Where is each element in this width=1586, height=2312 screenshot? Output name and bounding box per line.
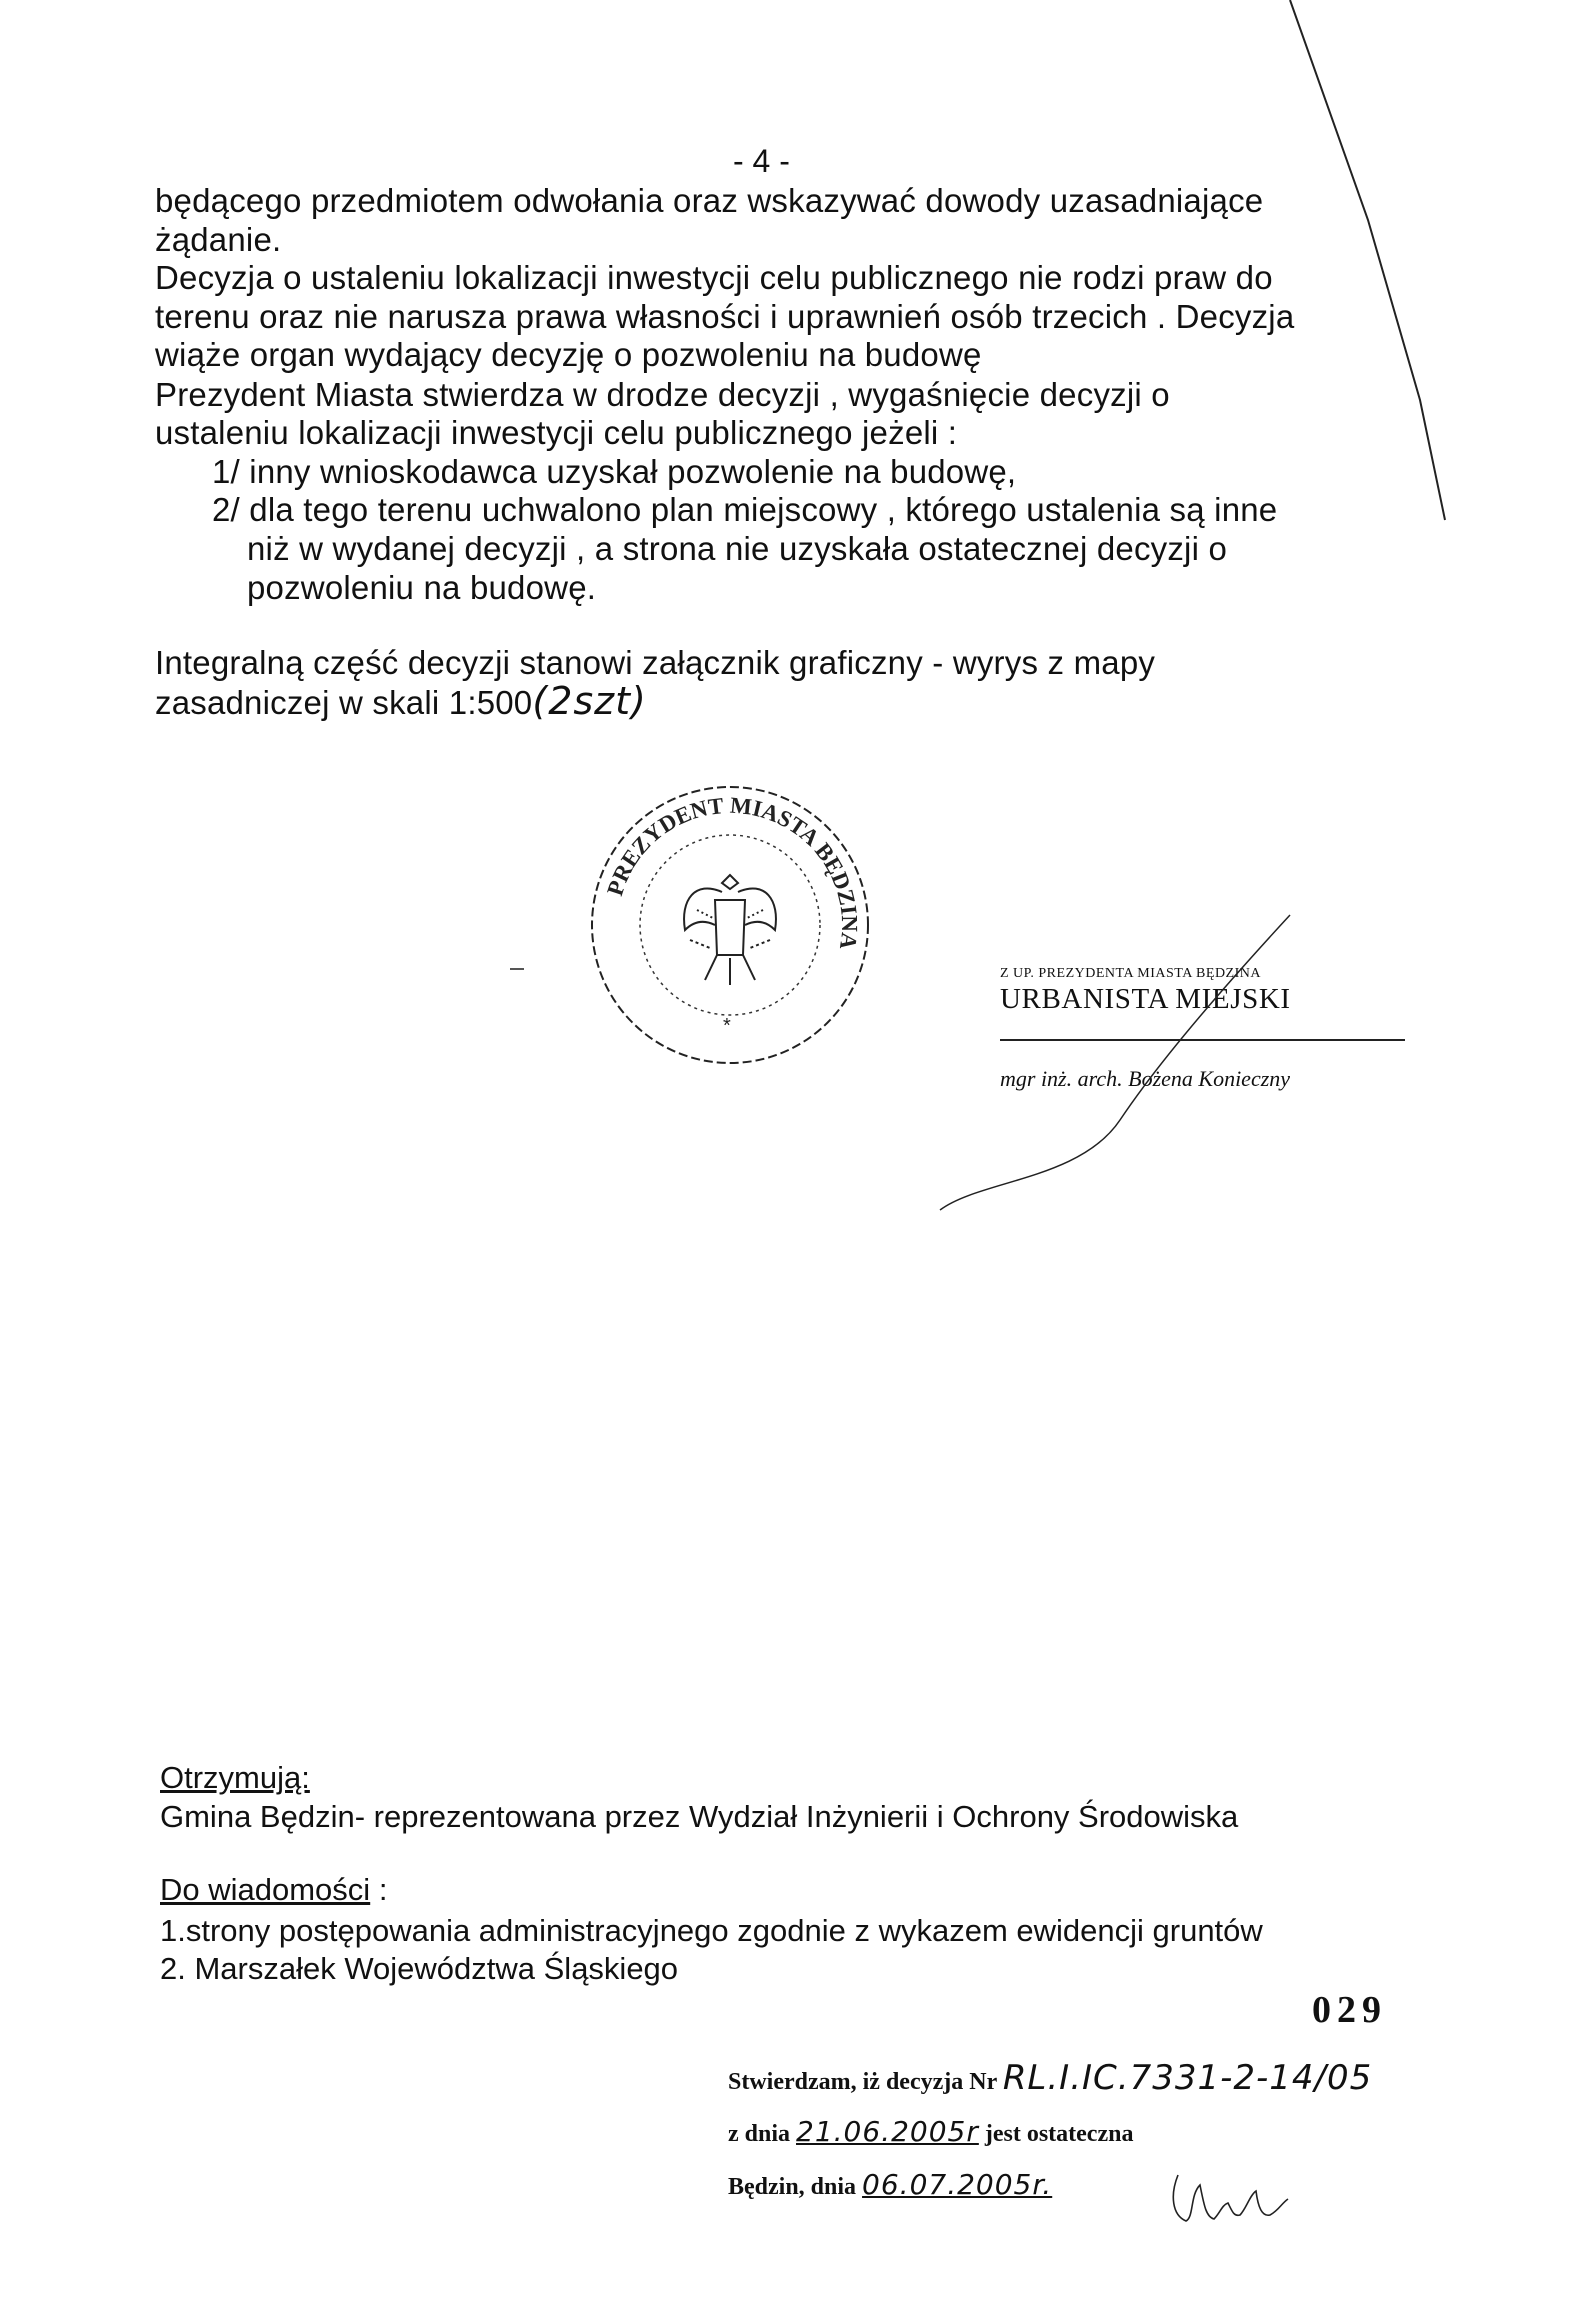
seal-star-icon: * xyxy=(723,1015,731,1037)
handwritten-strokes xyxy=(900,0,1586,1300)
eagle-emblem-icon xyxy=(684,875,776,985)
list-item-continuation: niż w wydanej decyzji , a strona nie uzyskała ostatecznej decyzji o xyxy=(247,530,1228,567)
finality-stamp-label: z dnia xyxy=(728,2121,791,2147)
signature-flourish xyxy=(940,915,1290,1210)
attachment-line: Integralną część decyzji stanowi załącznik graficzny - wyrys z mapy xyxy=(155,644,1156,681)
list-item: 1/ inny wnioskodawca uzyskał pozwolenie na budowę, xyxy=(212,453,1017,490)
body-line: Prezydent Miasta stwierdza w drodze decyzji , wygaśnięcie decyzji o xyxy=(155,376,1170,413)
copies-heading-label: Do wiadomości xyxy=(160,1872,371,1907)
finality-stamp-line xyxy=(728,2168,1052,2201)
signature-name: mgr inż. arch. Bożena Konieczny xyxy=(1000,1066,1291,1091)
body-line: będącego przedmiotem odwołania oraz wskazywać dowody uzasadniające xyxy=(155,182,1264,219)
body-line: ustaleniu lokalizacji inwestycji celu publicznego jeżeli : xyxy=(155,414,958,451)
body-line: Decyzja o ustaleniu lokalizacji inwestycji celu publicznego nie rodzi praw do xyxy=(155,259,1273,296)
finality-stamp-label: Będzin, dnia xyxy=(728,2174,857,2200)
signature-title: URBANISTA MIEJSKI xyxy=(1000,983,1291,1015)
attachment-handwritten-count: (2szt) xyxy=(532,679,647,723)
signature-caption: Z UP. PREZYDENTA MIASTA BĘDZINA xyxy=(1000,966,1261,981)
decision-number-handwritten: RL.I.IC.7331-2-14/05 xyxy=(1002,2058,1373,2098)
finality-date-handwritten: 06.07.2005r. xyxy=(862,2168,1053,2201)
copies-heading-suffix: : xyxy=(370,1872,388,1907)
copy-item: 2. Marszałek Województwa Śląskiego xyxy=(160,1951,679,1986)
attachment-scale-text: zasadniczej w skali 1:500 xyxy=(155,684,533,721)
official-seal xyxy=(585,780,875,1070)
list-item-continuation: pozwoleniu na budowę. xyxy=(247,569,597,606)
finality-stamp-label: Stwierdzam, iż decyzja Nr xyxy=(728,2069,997,2095)
margin-line xyxy=(1290,0,1445,520)
finality-stamp-label: jest ostateczna xyxy=(984,2121,1134,2147)
handwritten-initials xyxy=(1160,2155,1300,2235)
decision-date-handwritten: 21.06.2005r xyxy=(796,2115,979,2148)
attachment-line xyxy=(155,679,647,723)
seal-inner-ring xyxy=(640,835,820,1015)
body-line: wiąże organ wydający decyzję o pozwoleniu na budowę xyxy=(155,336,982,373)
copies-heading xyxy=(160,1872,387,1908)
seal-text: PREZYDENT MIASTA BĘDZINA xyxy=(602,792,863,952)
copy-item: 1.strony postępowania administracyjnego zgodnie z wykazem ewidencji gruntów xyxy=(160,1913,1263,1948)
list-item: 2/ dla tego terenu uchwalono plan miejscowy , którego ustalenia są inne xyxy=(212,491,1278,528)
page-number: - 4 - xyxy=(733,143,790,179)
finality-stamp-line xyxy=(728,2058,1372,2098)
finality-stamp-line xyxy=(728,2115,1133,2148)
seal-mark xyxy=(510,968,524,970)
sheet-number: 029 xyxy=(1312,1989,1387,2031)
recipient-item: Gmina Będzin- reprezentowana przez Wydział Inżynierii i Ochrony Środowiska xyxy=(160,1799,1239,1834)
body-line: żądanie. xyxy=(155,221,282,258)
recipients-heading: Otrzymują: xyxy=(160,1760,310,1795)
body-line: terenu oraz nie narusza prawa własności i uprawnień osób trzecich . Decyzja xyxy=(155,298,1295,335)
